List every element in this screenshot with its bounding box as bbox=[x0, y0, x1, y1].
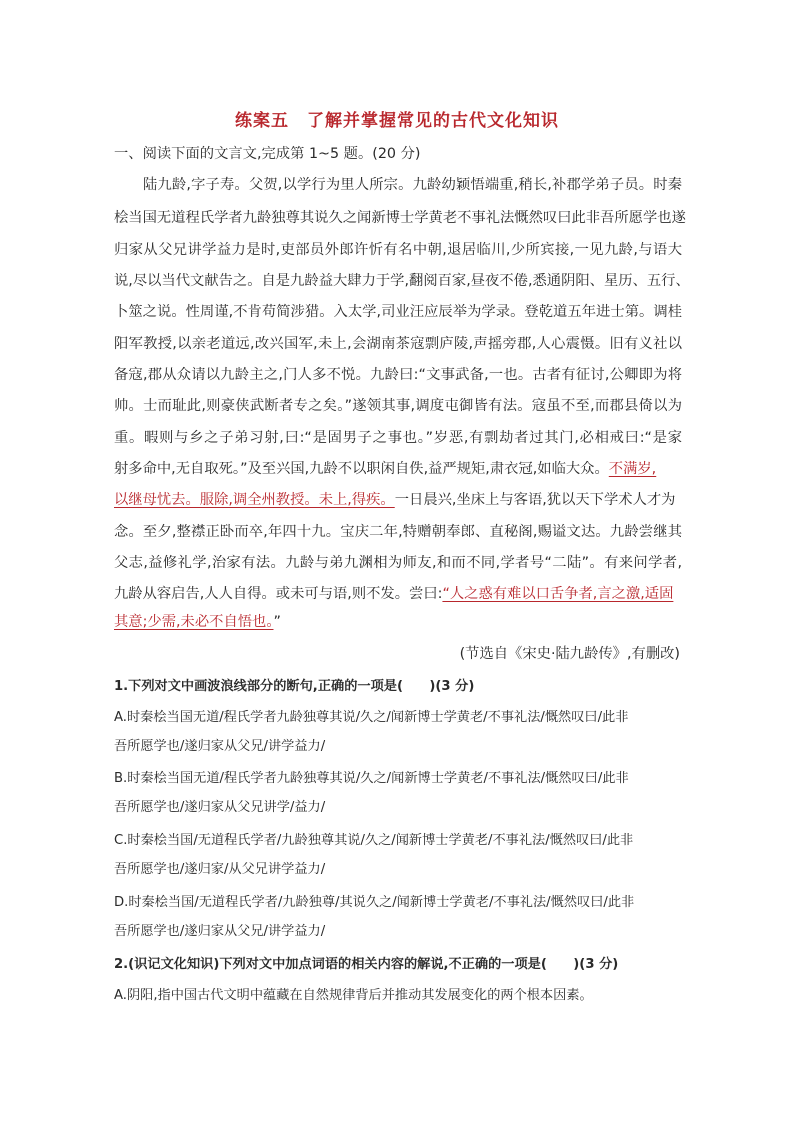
q1-option-d[interactable]: D.时秦桧当国/无道程氏学者/九龄独尊/其说久之/闻新博士学黄老/不事礼法/慨然叹曰/此非 bbox=[114, 895, 635, 910]
passage-line: 念。至夕,整襟正卧而卒,年四十九。宝庆二年,特赠朝奉郎、直秘阁,赐谥文达。九龄尝继其 bbox=[114, 524, 682, 540]
passage-line: 陆九龄,字子寿。父贺,以学行为里人所宗。九龄幼颖悟端重,稍长,补郡学弟子员。时秦 bbox=[143, 177, 682, 193]
passage-text: 射多命中,无自取死。”及至兴国,九龄不以职闲自佚,益严规矩,肃衣冠,如临大众。 bbox=[114, 461, 609, 477]
passage-line: 帅。士而耻此,则豪侠武断者专之矣。”遂领其事,调度屯御皆有法。寇虽不至,而郡县倚以为 bbox=[114, 398, 682, 414]
page-title: 练案五 了解并掌握常见的古代文化知识 bbox=[235, 111, 559, 131]
passage-line bbox=[114, 612, 281, 632]
question-2-stem: 2.(识记文化知识)下列对文中加点词语的相关内容的解说,不正确的一项是( )(3 分) bbox=[114, 957, 619, 972]
passage-line bbox=[114, 459, 656, 479]
passage-line: 重。暇则与乡之子弟习射,曰:“是固男子之事也。”岁恶,有剽劫者过其门,必相戒曰:“是家 bbox=[114, 430, 682, 446]
q1-option-a-cont: 吾所愿学也/遂归家从父兄/讲学益力/ bbox=[114, 739, 326, 754]
passage-text: 九龄从容启告,人人自得。或未可与语,则不发。尝曰: bbox=[114, 586, 443, 602]
underlined-text: 其意;少需,未必不自悟也。 bbox=[114, 614, 274, 630]
underlined-text: 以继母忧去。服除,调全州教授。未上,得疾。 bbox=[114, 492, 395, 508]
passage-line: 父志,益修礼学,治家有法。九龄与弟九渊相为师友,和而不同,学者号“二陆”。有来问学者, bbox=[114, 555, 682, 571]
passage-line: 说,尽以当代文献告之。自是九龄益大肆力于学,翻阅百家,昼夜不倦,悉通阴阳、星历、五行、 bbox=[114, 273, 690, 289]
q1-option-c-cont: 吾所愿学也/遂归家/从父兄讲学益力/ bbox=[114, 862, 326, 877]
section-intro: 一、阅读下面的文言文,完成第 1~5 题。(20 分) bbox=[114, 146, 421, 162]
passage-line: 卜筮之说。性周谨,不肯苟简涉猎。入太学,司业汪应辰举为学录。登乾道五年进士第。调桂 bbox=[114, 304, 682, 320]
question-1-stem: 1.下列对文中画波浪线部分的断句,正确的一项是( )(3 分) bbox=[114, 679, 475, 694]
underlined-text: 不满岁, bbox=[608, 461, 657, 477]
source-citation: (节选自《宋史·陆九龄传》,有删改) bbox=[459, 646, 680, 662]
q1-option-b[interactable]: B.时秦桧当国无道/程氏学者九龄独尊其说/久之/闻新博士学黄老/不事礼法/慨然叹曰/此非 bbox=[114, 771, 629, 786]
q1-option-c[interactable]: C.时秦桧当国/无道程氏学者/九龄独尊其说/久之/闻新博士学黄老/不事礼法/慨然叹曰/此非 bbox=[114, 833, 634, 848]
passage-line: 阳军教授,以亲老道远,改兴国军,未上,会湖南茶寇剽庐陵,声摇旁郡,人心震慑。旧有义社以 bbox=[114, 336, 682, 352]
q1-option-a[interactable]: A.时秦桧当国无道/程氏学者九龄独尊其说/久之/闻新博士学黄老/不事礼法/慨然叹曰/此非 bbox=[114, 710, 629, 725]
q2-option-a[interactable]: A.阴阳,指中国古代文明中蕴藏在自然规律背后并推动其发展变化的两个根本因素。 bbox=[114, 988, 593, 1003]
passage-text: 一日晨兴,坐床上与客语,犹以天下学术人才为 bbox=[394, 492, 676, 508]
passage-line: 桧当国无道程氏学者九龄独尊其说久之闻新博士学黄老不事礼法慨然叹曰此非吾所愿学也遂 bbox=[114, 210, 686, 226]
q1-option-b-cont: 吾所愿学也/遂归家从父兄讲学/益力/ bbox=[114, 800, 326, 815]
passage-line bbox=[114, 584, 673, 604]
passage-line: 归家从父兄讲学益力是时,吏部员外郎许忻有名中朝,退居临川,少所宾接,一见九龄,与语大 bbox=[114, 242, 682, 258]
passage-line: 备寇,郡从众请以九龄主之,门人多不悦。九龄曰:“文事武备,一也。古者有征讨,公卿即为将 bbox=[114, 367, 682, 383]
underlined-text: “人之惑有难以口舌争者,言之激,适固 bbox=[442, 586, 674, 602]
q1-option-d-cont: 吾所愿学也/遂归家从父兄/讲学益力/ bbox=[114, 924, 326, 939]
passage-text: ” bbox=[273, 614, 281, 630]
passage-line bbox=[114, 490, 675, 510]
